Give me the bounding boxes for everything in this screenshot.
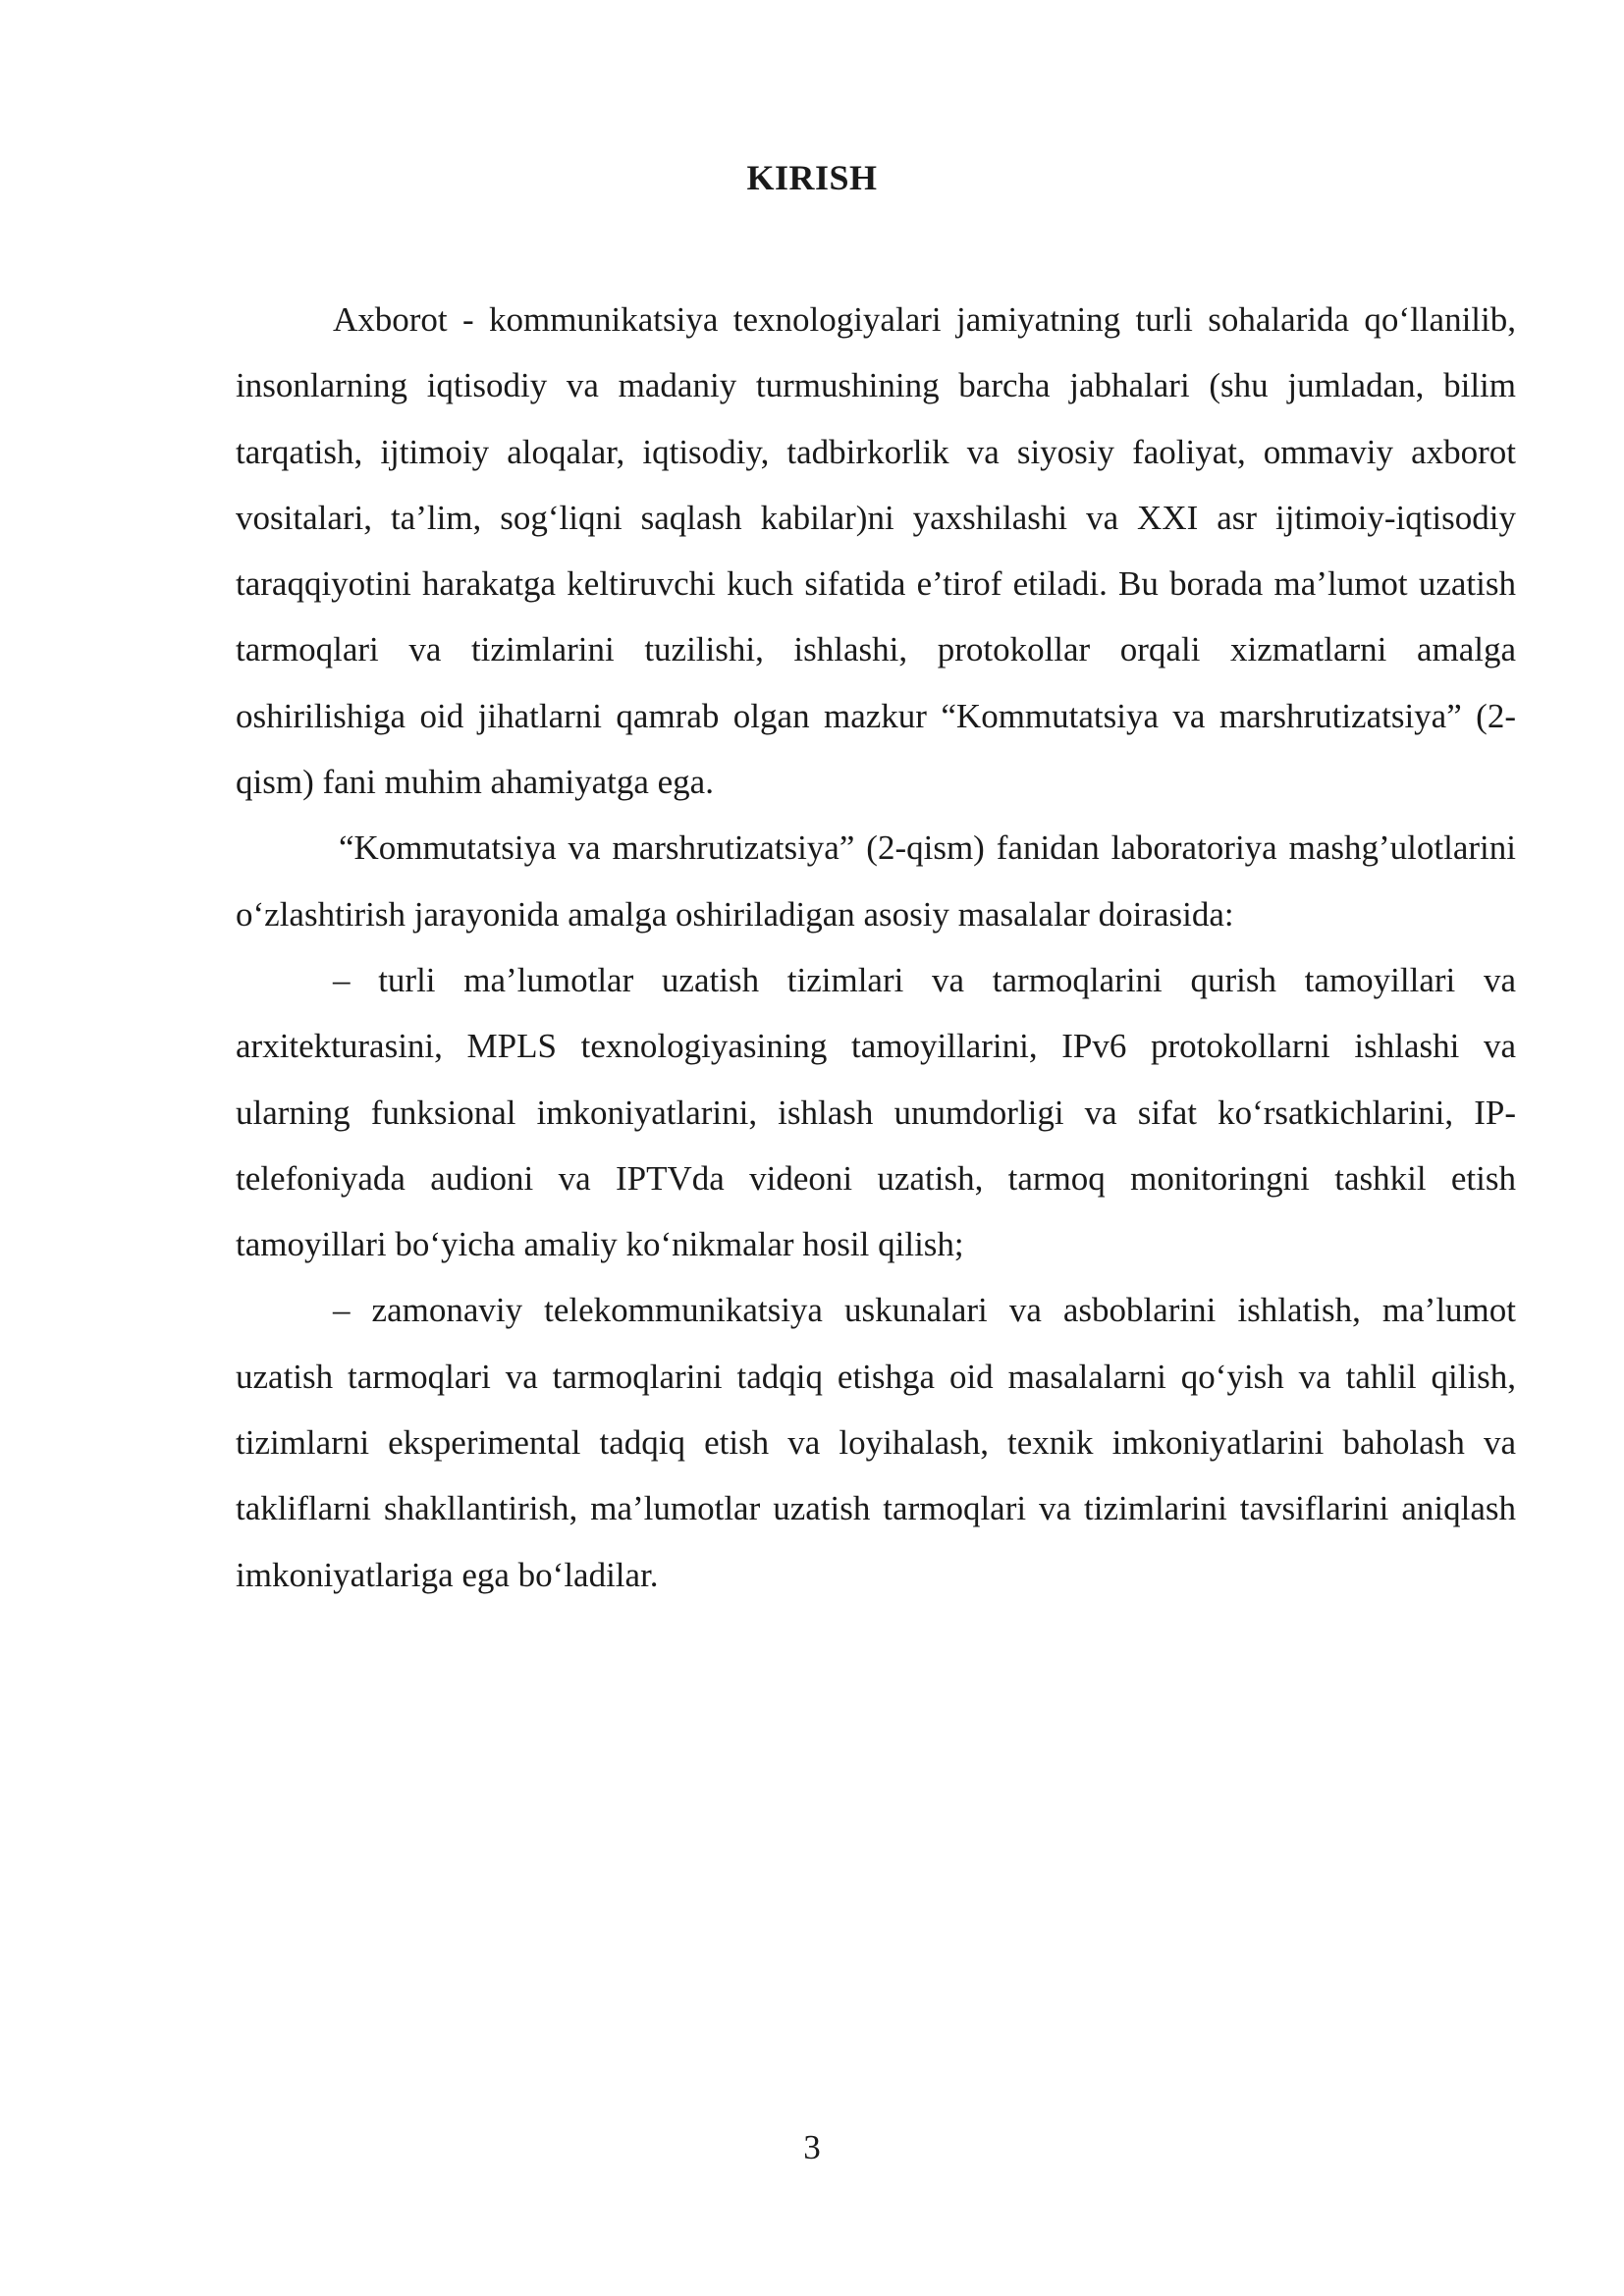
page-title: KIRISH [746, 158, 878, 197]
paragraph-lab-tasks: “Kommutatsiya va marshrutizatsiya” (2-qism) fanidan laboratoriya mashg’ulotlarini o‘zlashtirish jarayonida amalga oshiriladigan asosiy masalalar doirasida: [236, 828, 1516, 934]
list-item: – zamonaviy telekommunikatsiya uskunalari va asboblarini ishlatish, ma’lumot uzatish tarmoqlari va tarmoqlarini tadqiq etishga oid masalalarni qo‘yish va tahlil qilish, tizimlarni eksperimental tadqiq etish va loyihalash, texnik imkoniyatlarini baholash va takliflarni shakllantirish, ma’lumotlar uzatish tarmoqlari va tizimlarini tavsiflarini aniqlash imkoniyatlariga ega bo‘ladilar. [236, 1291, 1516, 1594]
body-text [236, 287, 1516, 1608]
list-item: – turli ma’lumotlar uzatish tizimlari va tarmoqlarini qurish tamoyillari va arxitekturasini, MPLS texnologiyasining tamoyillarini, IPv6 protokollarni ishlashi va ularning funksional imkoniyatlarini, ishlash unumdorligi va sifat ko‘rsatkichlarini, IP-telefoniyada audioni va IPTVda videoni uzatish, tarmoq monitoringni tashkil etish tamoyillari bo‘yicha amaliy ko‘nikmalar hosil qilish; [236, 960, 1516, 1264]
paragraph-intro: Axborot - kommunikatsiya texnologiyalari jamiyatning turli sohalarida qo‘llanilib, insonlarning iqtisodiy va madaniy turmushining barcha jabhalari (shu jumladan, bilim tarqatish, ijtimoiy aloqalar, iqtisodiy, tadbirkorlik va siyosiy faoliyat, ommaviy axborot vositalari, ta’lim, sog‘liqni saqlash kabilar)ni yaxshilashi va XXI asr ijtimoiy-iqtisodiy taraqqiyotini harakatga keltiruvchi kuch sifatida e’tirof etiladi. Bu borada ma’lumot uzatish tarmoqlari va tizimlarini tuzilishi, ishlashi, protokollar orqali xizmatlarni amalga oshirilishiga oid jihatlarni qamrab olgan mazkur “Kommutatsiya va marshrutizatsiya” (2-qism) fani muhim ahamiyatga ega. [236, 300, 1516, 802]
page-number: 3 [803, 2128, 821, 2166]
